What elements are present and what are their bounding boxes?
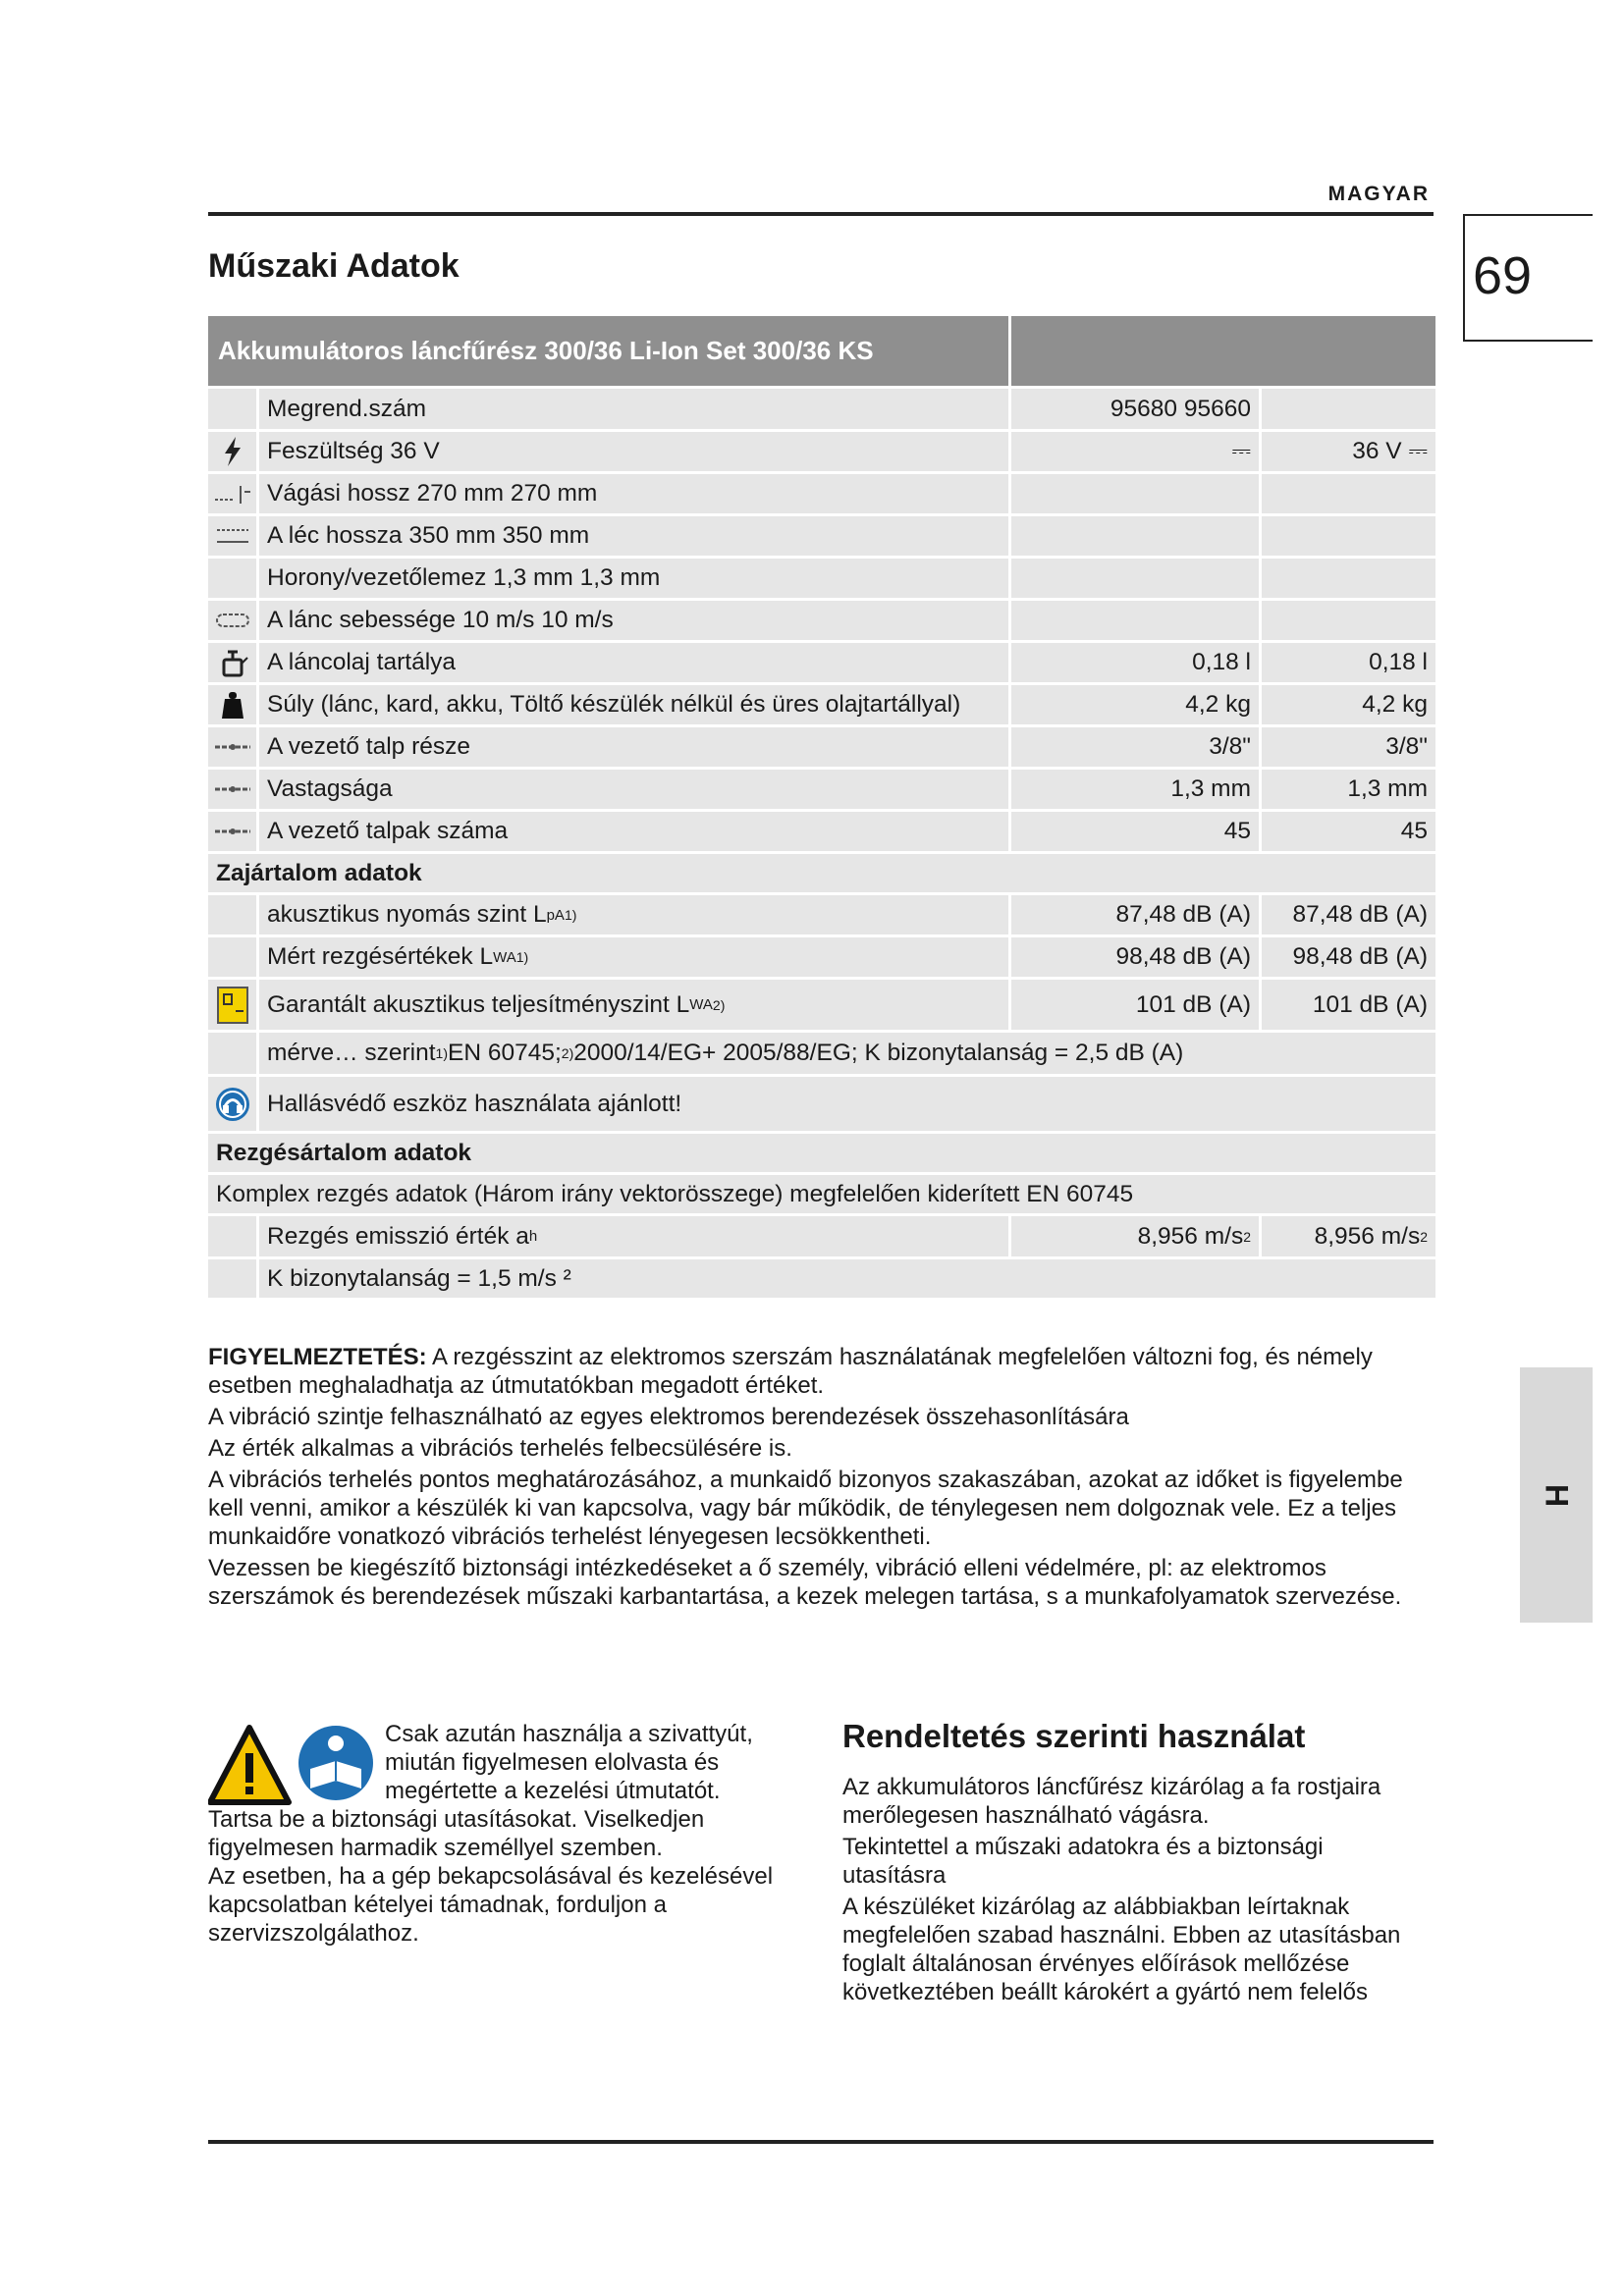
noise-value-1: 98,48 dB (A) <box>1011 937 1262 977</box>
row-value-1: 3/8" <box>1011 727 1262 767</box>
cut-length-icon <box>208 474 259 513</box>
row-value-2: 45 <box>1400 818 1428 844</box>
noise-row <box>208 980 1435 1033</box>
intended-use-title: Rendeltetés szerinti használat <box>842 1718 1306 1754</box>
table-header <box>208 316 1435 389</box>
table-row <box>208 643 1435 685</box>
table-row <box>208 516 1435 559</box>
weight-icon <box>208 685 259 724</box>
noise-value-1: 87,48 dB (A) <box>1011 895 1262 934</box>
vibration-emission-value-2: 8,956 m/s 2 <box>1314 1222 1428 1250</box>
noise-label: Garantált akusztikus teljesítményszint L WA 2) <box>259 980 1011 1030</box>
warning-p4: A vibrációs terhelés pontos meghatározásához, a munkaidő bizonyos szakaszában, azokat az időket is figyelembe kell venni, amikor a készülék ki van kapcsolva, vagy bár működik, de ténylegesen nem dolgoznak vele. Ez a teljes munkaidőre vonatkozó vibrációs terhelést lényegesen lecsökkentheti. <box>208 1467 1403 1550</box>
intended-use-p2: Tekintettel a műszaki adatokra és a biztonsági utasításra <box>842 1834 1324 1889</box>
noise-value-1: 101 dB (A) <box>1011 980 1262 1030</box>
vibration-uncertainty-row <box>208 1259 1435 1301</box>
row-value-1: 0,18 l <box>1011 643 1262 682</box>
noise-row <box>208 895 1435 937</box>
row-value-2 <box>1262 389 1435 429</box>
row-value-1 <box>1011 601 1262 640</box>
page-number: 69 <box>1473 246 1533 305</box>
vibration-uncertainty-text: K bizonytalanság = 1,5 m/s ² <box>267 1264 571 1292</box>
row-value-1: 4,2 kg <box>1011 685 1262 724</box>
tech-data-table <box>208 316 1435 1301</box>
chain-speed-icon <box>208 601 259 640</box>
safety-text-b: Tartsa be a biztonsági utasításokat. Viselkedjen figyelmesen harmadik személlyel szemben. <box>208 1806 705 1861</box>
table-row <box>208 432 1435 474</box>
warning-p1: FIGYELMEZTETÉS: A rezgésszint az elektromos szerszám használatának megfelelően változni fog, és némely esetben meghaladhatja az útmutatókban megadott értéket. <box>208 1344 1373 1399</box>
language-label: MAGYAR <box>1327 183 1430 205</box>
row-value-1 <box>1011 474 1262 513</box>
row-value-1: 1,3 mm <box>1011 770 1262 809</box>
noise-row <box>208 937 1435 980</box>
chain-icon <box>208 812 259 851</box>
table-row <box>208 474 1435 516</box>
table-row <box>208 727 1435 770</box>
row-value-2 <box>1262 516 1435 556</box>
intended-use-p3: A készüléket kizárólag az alábbiakban leírtaknak megfelelően szabad használni. Ebben az utasításban foglalt általánosan érvényes előírások mellőzése következtében beállt károkért a gyártó nem felelős <box>842 1894 1401 2005</box>
warning-p5: Vezessen be kiegészítő biztonsági intézkedéseket a ő személy, vibráció elleni védelmére, pl: az elektromos szerszámok és berendezések műszaki karbantartása, a kezek melegen tartása, s a munkafolyamatok szervezése. <box>208 1555 1402 1610</box>
row-value-1: 45 <box>1011 812 1262 851</box>
row-label: A vezető talpak száma <box>259 812 1011 851</box>
row-label: Megrend.szám <box>259 389 1011 429</box>
chain-icon <box>208 770 259 809</box>
noise-section-title: Zajártalom adatok <box>216 859 422 886</box>
noise-value-2: 98,48 dB (A) <box>1292 943 1428 970</box>
row-value-2 <box>1262 474 1435 513</box>
vibration-section-row <box>208 1134 1435 1175</box>
side-tab-label: H <box>1539 1483 1575 1508</box>
noise-label: akusztikus nyomás szint L pA 1) <box>259 895 1011 934</box>
measured-row <box>208 1033 1435 1077</box>
table-header-title: Akkumulátoros láncfűrész 300/36 Li-Ion Set 300/36 KS <box>208 316 1011 386</box>
row-value-2: 36 V ⎓ <box>1352 438 1428 464</box>
table-row <box>208 559 1435 601</box>
row-value-2: 0,18 l <box>1369 649 1428 675</box>
page-title: Műszaki Adatok <box>208 247 460 285</box>
intended-use-p1: Az akkumulátoros láncfűrész kizárólag a fa rostjaira merőlegesen használható vágásra. <box>842 1774 1381 1829</box>
noise-value-2: 101 dB (A) <box>1312 990 1428 1018</box>
row-label: Vágási hossz 270 mm 270 mm <box>259 474 1011 513</box>
row-label: A vezető talp része <box>259 727 1011 767</box>
empty-icon-cell <box>208 895 259 934</box>
table-row <box>208 389 1435 432</box>
chain-icon <box>208 727 259 767</box>
row-label: Súly (lánc, kard, akku, Töltő készülék nélkül és üres olajtartállyal) <box>259 685 1011 724</box>
ear-protection-icon <box>208 1077 259 1131</box>
row-value-2: 3/8" <box>1385 733 1428 760</box>
lightning-icon <box>208 432 259 471</box>
safety-text-c: Az esetben, ha a gép bekapcsolásával és kezelésével kapcsolatban kételyei támadnak, forduljon a szervizszolgálathoz. <box>208 1863 774 1947</box>
row-label: Feszültség 36 V <box>259 432 1011 471</box>
warning-p3: Az érték alkalmas a vibrációs terhelés felbecsülésére is. <box>208 1435 792 1462</box>
table-row <box>208 812 1435 854</box>
empty-icon-cell <box>208 389 259 429</box>
top-rule <box>208 212 1434 216</box>
vibration-emission-value-1: 8,956 m/s 2 <box>1011 1216 1262 1256</box>
bar-length-icon <box>208 516 259 556</box>
row-value-2 <box>1262 559 1435 598</box>
noise-value-2: 87,48 dB (A) <box>1292 901 1428 928</box>
empty-icon-cell <box>208 1216 259 1256</box>
empty-icon-cell <box>208 1259 259 1298</box>
row-value-2 <box>1262 601 1435 640</box>
row-value-1: ⎓ <box>1011 432 1262 471</box>
row-value-1 <box>1011 559 1262 598</box>
row-value-2: 1,3 mm <box>1347 775 1428 802</box>
empty-icon-cell <box>208 937 259 977</box>
noise-label: Mért rezgésértékek L WA 1) <box>259 937 1011 977</box>
safety-text-a: Csak azután használja a szivattyút, miután figyelmesen elolvasta és megértette a kezelési útmutatót. <box>385 1721 753 1804</box>
vibration-section-title: Rezgésártalom adatok <box>216 1139 472 1166</box>
row-label: Vastagsága <box>259 770 1011 809</box>
measured-icon-cell <box>208 1033 259 1074</box>
warning-block <box>208 1343 1435 1614</box>
bottom-rule <box>208 2140 1434 2144</box>
hearing-protection-text: Hallásvédő eszköz használata ajánlott! <box>267 1090 682 1117</box>
row-value-1: 95680 95660 <box>1011 389 1262 429</box>
hearing-protection-row <box>208 1077 1435 1134</box>
vibration-complex-text: Komplex rezgés adatok (Három irány vektorösszege) megfelelően kiderített EN 60745 <box>216 1180 1134 1207</box>
table-row <box>208 770 1435 812</box>
empty-icon-cell <box>208 559 259 598</box>
safety-text <box>208 1720 797 1948</box>
row-label: Horony/vezetőlemez 1,3 mm 1,3 mm <box>259 559 1011 598</box>
row-label: A lánc sebessége 10 m/s 10 m/s <box>259 601 1011 640</box>
warning-p2: A vibráció szintje felhasználható az egyes elektromos berendezések összehasonlítására <box>208 1404 1129 1430</box>
row-label: A léc hossza 350 mm 350 mm <box>259 516 1011 556</box>
row-value-2: 4,2 kg <box>1362 691 1428 718</box>
row-label: A láncolaj tartálya <box>259 643 1011 682</box>
vibration-emission-label: Rezgés emisszió érték a h <box>259 1216 1011 1256</box>
noise-section-row <box>208 854 1435 895</box>
table-row <box>208 685 1435 727</box>
vibration-emission-row <box>208 1216 1435 1259</box>
row-value-1 <box>1011 516 1262 556</box>
intended-use-text <box>842 1773 1432 2009</box>
warning-sticker-icon <box>208 980 259 1030</box>
table-row <box>208 601 1435 643</box>
measured-text: mérve… szerint 1) EN 60745; 2) 2000/14/EG+ 2005/88/EG; K bizonytalanság = 2,5 dB (A) <box>267 1040 1184 1066</box>
side-language-tab <box>1520 1367 1593 1623</box>
vibration-complex-row <box>208 1175 1435 1216</box>
oil-can-icon <box>208 643 259 682</box>
